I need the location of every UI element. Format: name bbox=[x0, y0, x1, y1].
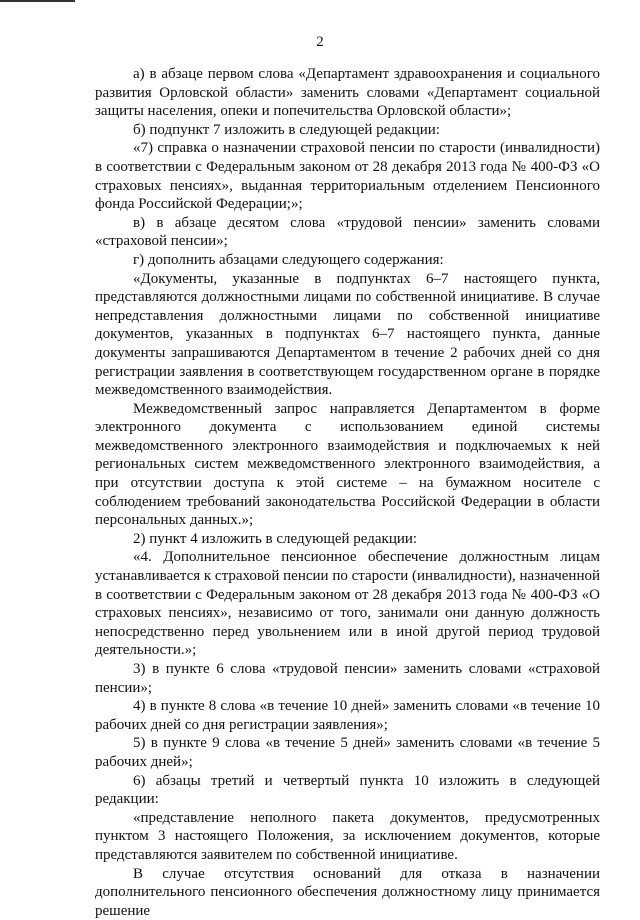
paragraph-item-3: 3) в пункте 6 слова «трудовой пенсии» заменить словами «страховой пенсии»; bbox=[95, 661, 600, 696]
paragraph-subitem-7: «7) справка о назначении страховой пенсии по старости (инвалидности) в соответствии с Федеральным законом от 28 декабря 2013 года № 400-ФЗ «О страховых пенсиях», выданная территориальным отделением Пенсионного фонда Российской Федерации;»; bbox=[95, 140, 600, 213]
paragraph-interagency-request: Межведомственный запрос направляется Департаментом в форме электронного документа с использованием единой системы межведомственного электронного взаимодействия и подключаемых к ней региональных систем межведомственного электронного взаимодействия, а при отсутствии доступа к этой системе – на бумажном носителе с соблюдением требований законодательства Российской Федерации в области персональных данных.»; bbox=[95, 400, 600, 529]
top-edge-rule bbox=[0, 0, 75, 2]
paragraph-incomplete-package: «представление неполного пакета документов, предусмотренных пунктом 3 настоящего Положения, за исключением документов, которые представляются заявителем по собственной инициативе. bbox=[95, 809, 600, 863]
paragraph-a: а) в абзаце первом слова «Департамент здравоохранения и социального развития Орловской области» заменить словами «Департамент социальной защиты населения, опеки и попечительства Орловской области»; bbox=[95, 66, 600, 120]
paragraph-item-4: 4) в пункте 8 слова «в течение 10 дней» заменить словами «в течение 10 рабочих дней со дня регистрации заявления»; bbox=[95, 698, 600, 733]
paragraph-documents: «Документы, указанные в подпунктах 6–7 настоящего пункта, представляются должностными лицами по собственной инициативе. В случае непредставления должностными лицами по собственной инициативе документов, указанных в подпунктах 6–7 настоящего пункта, данные документы запрашиваются Департаментом в течение 2 рабочих дней со дня регистрации заявления в соответствующем государственном органе в порядке межведомственного взаимодействия. bbox=[95, 270, 600, 399]
paragraph-clause-4: «4. Дополнительное пенсионное обеспечение должностным лицам устанавливается к страховой пенсии по старости (инвалидности), назначенной в соответствии с Федеральным законом от 28 декабря 2013 года № 400-ФЗ «О страховых пенсиях», независимо от того, занимали они данную должность непосредственно перед увольнением или в иной другой период трудовой деятельности.»; bbox=[95, 549, 601, 659]
document-body bbox=[95, 65, 600, 920]
paragraph-b: б) подпункт 7 изложить в следующей редакции: bbox=[133, 121, 440, 138]
paragraph-decision: В случае отсутствия оснований для отказа в назначении дополнительного пенсионного обеспечения должностному лицу принимается решение bbox=[95, 865, 600, 919]
paragraph-v: в) в абзаце десятом слова «трудовой пенсии» заменить словами «страховой пенсии»; bbox=[95, 214, 600, 250]
paragraph-g: г) дополнить абзацами следующего содержания: bbox=[133, 251, 444, 268]
paragraph-item-5: 5) в пункте 9 слова «в течение 5 дней» заменить словами «в течение 5 рабочих дней»; bbox=[95, 735, 600, 770]
paragraph-item-2: 2) пункт 4 изложить в следующей редакции: bbox=[133, 530, 418, 547]
page-number: 2 bbox=[316, 34, 324, 50]
paragraph-item-6: 6) абзацы третий и четвертый пункта 10 изложить в следующей редакции: bbox=[95, 772, 600, 808]
